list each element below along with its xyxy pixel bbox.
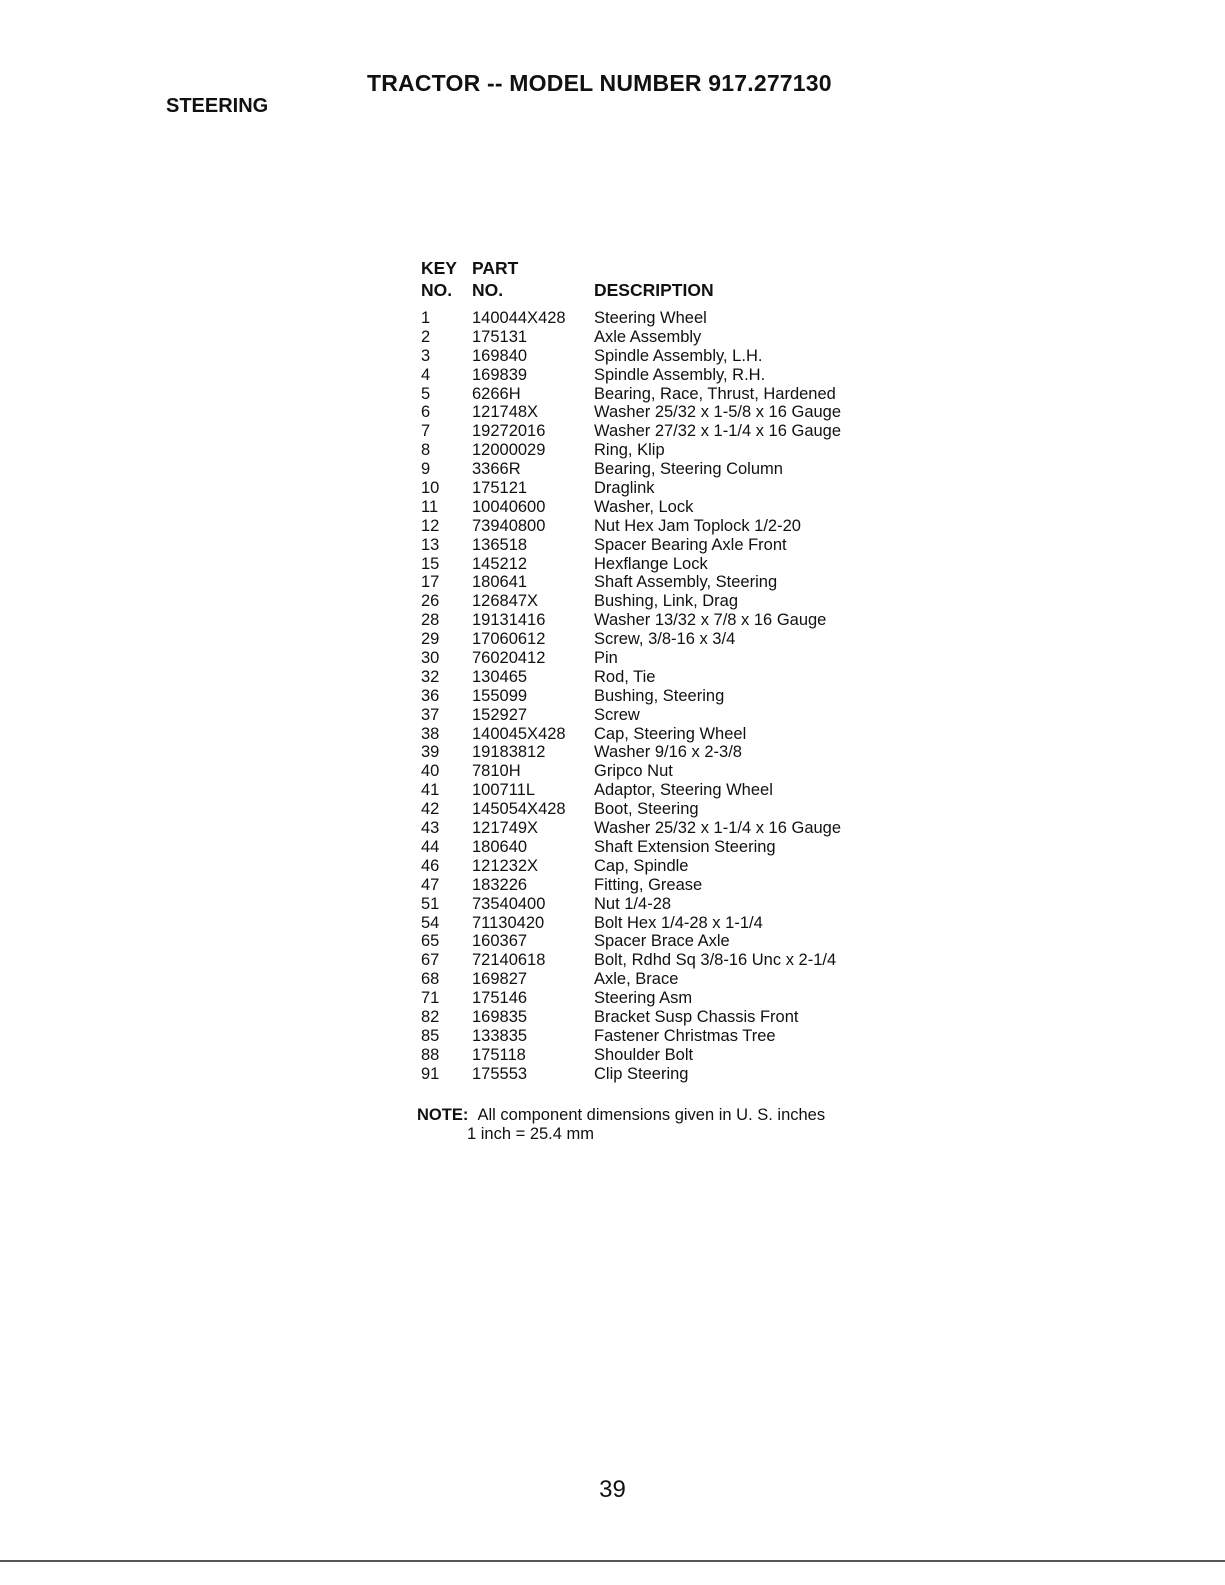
part-no: 140045X428 [472,724,566,743]
part-description: Adaptor, Steering Wheel [594,781,773,800]
part-no: 180641 [472,573,528,592]
key-no: 88 [421,1045,440,1064]
key-no: 40 [421,762,440,781]
parts-row [421,460,894,479]
part-description: Screw, 3/8-16 x 3/4 [594,630,736,649]
part-description: Hexflange Lock [594,554,708,573]
key-no: 10 [421,479,440,498]
part-description: Washer, Lock [594,497,694,516]
part-description: Fitting, Grease [594,875,703,894]
key-no: 38 [421,724,440,743]
parts-row [421,1065,894,1084]
key-no: 30 [421,649,440,668]
part-description: Ring, Klip [594,441,665,460]
parts-row [421,895,894,914]
key-no: 43 [421,819,440,838]
key-no: 51 [421,894,440,913]
part-no: 145212 [472,554,528,573]
note-line2: 1 inch = 25.4 mm [467,1125,595,1143]
part-no: 121232X [472,856,539,875]
parts-list [421,309,894,1084]
part-header-line1: PART [472,258,519,278]
key-no: 67 [421,951,440,970]
key-no: 7 [421,422,431,441]
key-no: 4 [421,365,431,384]
parts-row [421,1008,894,1027]
key-no: 9 [421,460,431,479]
part-description: Steering Asm [594,989,693,1008]
part-description: Washer 13/32 x 7/8 x 16 Gauge [594,611,827,630]
parts-row [421,819,894,838]
key-no: 26 [421,592,440,611]
key-no: 39 [421,743,440,762]
parts-row [421,611,894,630]
page-number: 39 [599,1476,626,1503]
part-description: Rod, Tie [594,667,656,686]
part-description: Fastener Christmas Tree [594,1026,776,1045]
part-description: Cap, Steering Wheel [594,724,747,743]
part-description: Bushing, Link, Drag [594,592,738,611]
part-description: Shaft Extension Steering [594,837,776,856]
part-description: Bearing, Steering Column [594,460,783,479]
part-description: Draglink [594,479,655,498]
part-no: 100711L [472,781,536,800]
parts-row [421,970,894,989]
key-no: 2 [421,327,431,346]
part-description: Axle, Brace [594,970,679,989]
key-no: 36 [421,686,440,705]
part-description: Gripco Nut [594,762,673,781]
key-no: 12 [421,516,440,535]
key-no: 54 [421,913,440,932]
parts-row [421,838,894,857]
part-no: 175131 [472,327,528,346]
parts-row [421,385,894,404]
key-no: 29 [421,630,440,649]
part-description: Shaft Assembly, Steering [594,573,778,592]
parts-row [421,498,894,517]
parts-row [421,517,894,536]
part-no: 175553 [472,1064,528,1083]
key-no: 91 [421,1064,440,1083]
key-header-line1: KEY [421,258,457,278]
parts-row [421,309,894,328]
part-no: 6266H [472,384,521,403]
part-no: 121749X [472,819,539,838]
parts-row [421,479,894,498]
key-no: 71 [421,989,440,1008]
part-no: 180640 [472,837,528,856]
part-no: 3366R [472,460,521,479]
key-no: 37 [421,705,440,724]
part-no: 121748X [472,403,539,422]
key-no: 44 [421,837,440,856]
parts-row [421,668,894,687]
part-description: Washer 25/32 x 1-5/8 x 16 Gauge [594,403,842,422]
parts-row [421,403,894,422]
part-description: Boot, Steering [594,800,699,819]
part-no: 160367 [472,932,528,951]
key-no: 47 [421,875,440,894]
parts-row [421,573,894,592]
key-no: 42 [421,800,440,819]
part-description: Axle Assembly [594,327,702,346]
key-no: 41 [421,781,440,800]
footer-rule [0,1560,1225,1562]
part-no: 169835 [472,1007,528,1026]
key-header-line2: NO. [421,280,453,300]
part-header-line2: NO. [472,280,504,300]
note-line1 [417,1106,825,1125]
part-description: Spacer Bearing Axle Front [594,535,787,554]
parts-row [421,989,894,1008]
parts-row [421,932,894,951]
part-no: 183226 [472,875,528,894]
part-no: 73940800 [472,516,546,535]
parts-row [421,630,894,649]
part-no: 175118 [472,1045,526,1064]
parts-row [421,347,894,366]
parts-row [421,687,894,706]
parts-row [421,1027,894,1046]
part-description: Bolt Hex 1/4-28 x 1-1/4 [594,913,763,932]
parts-row [421,800,894,819]
part-description: Nut 1/4-28 [594,894,672,913]
page-title: TRACTOR -- MODEL NUMBER 917.277130 [367,70,832,96]
part-no: 130465 [472,667,528,686]
key-no: 6 [421,403,431,422]
part-no: 169827 [472,970,528,989]
key-no: 15 [421,554,440,573]
parts-row [421,366,894,385]
key-no: 65 [421,932,440,951]
part-description: Spindle Assembly, R.H. [594,365,766,384]
parts-row [421,706,894,725]
key-no: 32 [421,667,440,686]
part-description: Clip Steering [594,1064,689,1083]
parts-row [421,743,894,762]
part-no: 155099 [472,686,528,705]
part-description: Nut Hex Jam Toplock 1/2-20 [594,516,801,535]
part-no: 76020412 [472,649,546,668]
part-no: 136518 [472,535,528,554]
parts-row [421,649,894,668]
part-description: Shoulder Bolt [594,1045,694,1064]
key-no: 5 [421,384,431,403]
part-description: Bolt, Rdhd Sq 3/8-16 Unc x 2-1/4 [594,951,837,970]
part-no: 175121 [472,479,528,498]
part-no: 19272016 [472,422,546,441]
key-no: 17 [421,573,440,592]
key-no: 28 [421,611,440,630]
parts-row [421,781,894,800]
parts-row [421,592,894,611]
part-description: Washer 27/32 x 1-1/4 x 16 Gauge [594,422,842,441]
key-no: 85 [421,1026,440,1045]
key-no: 1 [421,309,431,327]
key-no: 11 [421,497,439,516]
part-no: 145054X428 [472,800,566,819]
parts-row [421,951,894,970]
part-no: 7810H [472,762,521,781]
part-no: 71130420 [472,913,545,932]
parts-row [421,876,894,895]
part-description: Washer 9/16 x 2-3/8 [594,743,742,762]
part-description: Bearing, Race, Thrust, Hardened [594,384,836,403]
part-description: Bushing, Steering [594,686,725,705]
part-description: Washer 25/32 x 1-1/4 x 16 Gauge [594,819,842,838]
parts-row [421,857,894,876]
parts-row [421,536,894,555]
key-no: 8 [421,441,431,460]
section-title: STEERING [166,95,269,117]
parts-row [421,762,894,781]
note-label: NOTE: [417,1106,469,1124]
part-no: 72140618 [472,951,546,970]
note-text: All component dimensions given in U. S. inches [477,1106,826,1124]
parts-row [421,1046,894,1065]
part-description: Spindle Assembly, L.H. [594,346,763,365]
part-no: 12000029 [472,441,546,460]
part-description: Spacer Brace Axle [594,932,730,951]
part-no: 133835 [472,1026,528,1045]
part-no: 175146 [472,989,528,1008]
part-no: 19131416 [472,611,546,630]
key-no: 3 [421,346,431,365]
key-no: 46 [421,856,440,875]
part-description: Steering Wheel [594,309,707,327]
part-no: 152927 [472,705,528,724]
part-description: Bracket Susp Chassis Front [594,1007,799,1026]
part-description: Screw [594,705,640,724]
part-no: 73540400 [472,894,546,913]
part-no: 140044X428 [472,309,566,327]
part-no: 126847X [472,592,539,611]
part-no: 10040600 [472,497,546,516]
part-no: 17060612 [472,630,546,649]
part-description: Pin [594,649,618,668]
part-no: 169839 [472,365,528,384]
part-description: Cap, Spindle [594,856,689,875]
part-no: 19183812 [472,743,546,762]
parts-row [421,328,894,347]
key-no: 13 [421,535,440,554]
parts-row [421,914,894,933]
parts-row [421,725,894,744]
parts-row [421,422,894,441]
note [417,1106,825,1144]
parts-row [421,441,894,460]
parts-row [421,555,894,574]
part-no: 169840 [472,346,528,365]
key-no: 82 [421,1007,440,1026]
description-header: DESCRIPTION [594,280,714,300]
key-no: 68 [421,970,440,989]
